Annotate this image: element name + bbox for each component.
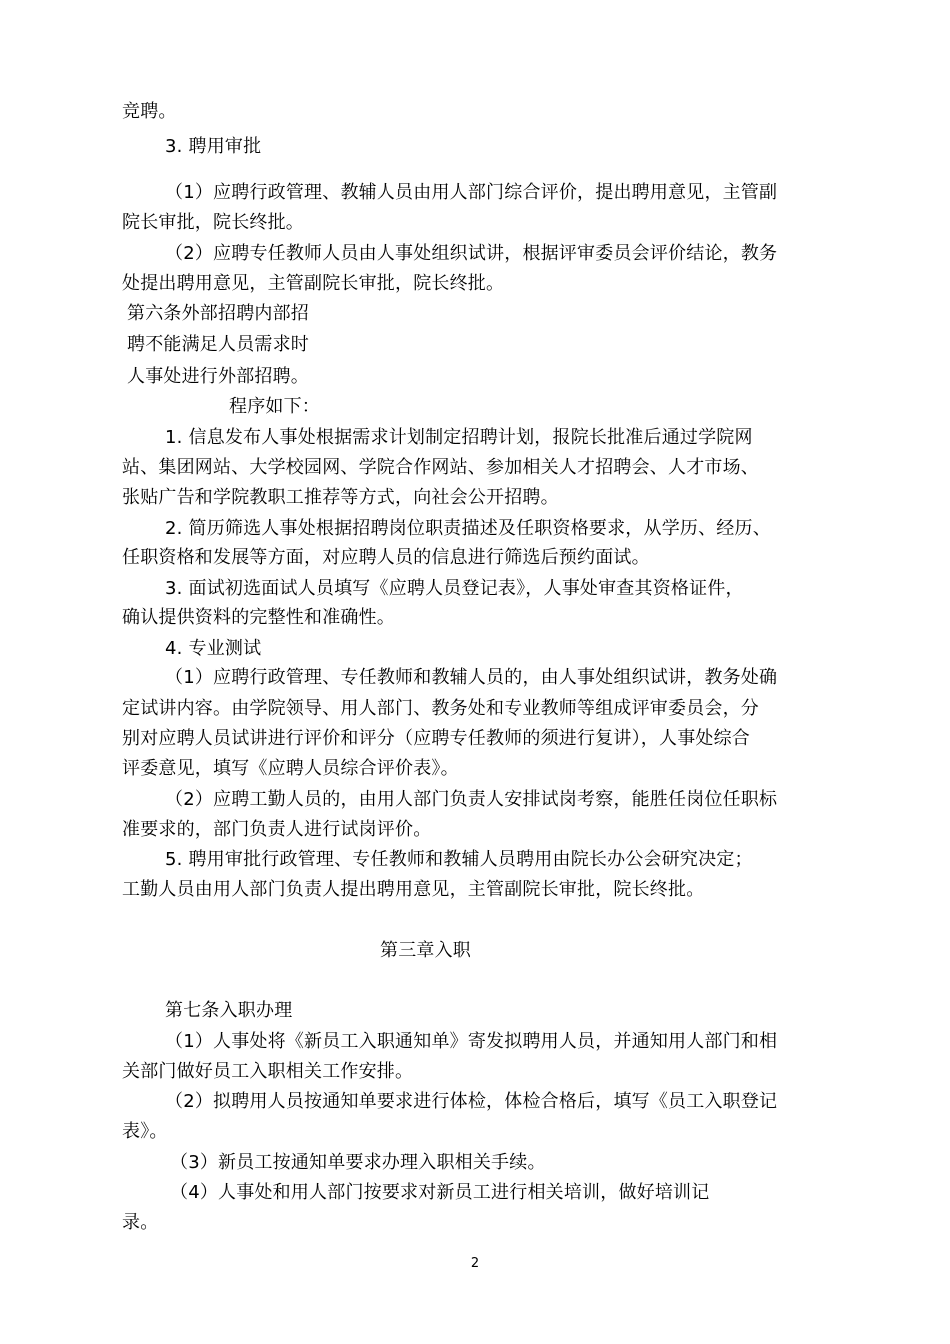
text-line: 表》。 xyxy=(122,1121,168,1142)
text-line: （2）应聘工勤人员的，由用人部门负责人安排试岗考察，能胜任岗位任职标 xyxy=(165,789,778,810)
text-line: 张贴广告和学院教职工推荐等方式，向社会公开招聘。 xyxy=(122,487,559,508)
text-line: 处提出聘用意见，主管副院长审批，院长终批。 xyxy=(122,273,505,294)
text-line: 工勤人员由用人部门负责人提出聘用意见，主管副院长审批，院长终批。 xyxy=(122,879,705,900)
chapter-heading: 第三章入职 xyxy=(380,940,471,961)
text-line: 聘不能满足人员需求时 xyxy=(127,334,309,355)
text-line: 3. 面试初选面试人员填写《应聘人员登记表》，人事处审查其资格证件， xyxy=(165,578,744,599)
text-line: 4. 专业测试 xyxy=(165,638,262,659)
text-line: 站、集团网站、大学校园网、学院合作网站、参加相关人才招聘会、人才市场、 xyxy=(122,457,759,478)
text-line: 确认提供资料的完整性和准确性。 xyxy=(122,607,395,628)
text-line: 1. 信息发布人事处根据需求计划制定招聘计划，报院长批准后通过学院网 xyxy=(165,427,753,448)
text-line: 定试讲内容。由学院领导、用人部门、教务处和专业教师等组成评审委员会，分 xyxy=(122,698,759,719)
text-line: （3）新员工按通知单要求办理入职相关手续。 xyxy=(170,1152,546,1173)
text-line: （1）应聘行政管理、教辅人员由用人部门综合评价，提出聘用意见，主管副 xyxy=(165,182,778,203)
page-number: 2 xyxy=(470,1256,480,1271)
text-line: 别对应聘人员试讲进行评价和评分（应聘专任教师的须进行复讲），人事处综合 xyxy=(122,728,750,749)
text-line: （4）人事处和用人部门按要求对新员工进行相关培训，做好培训记 xyxy=(170,1182,710,1203)
text-line: 录。 xyxy=(122,1212,159,1233)
text-line: 第六条外部招聘内部招 xyxy=(127,303,309,324)
text-line: 任职资格和发展等方面，对应聘人员的信息进行筛选后预约面试。 xyxy=(122,547,650,568)
text-line: （1）应聘行政管理、专任教师和教辅人员的，由人事处组织试讲，教务处确 xyxy=(165,667,778,688)
text-line: 院长审批，院长终批。 xyxy=(122,212,304,233)
text-line: 评委意见，填写《应聘人员综合评价表》。 xyxy=(122,758,459,779)
text-line: （2）拟聘用人员按通知单要求进行体检，体检合格后，填写《员工入职登记 xyxy=(165,1091,778,1112)
text-line: 关部门做好员工入职相关工作安排。 xyxy=(122,1061,414,1082)
text-line: （1）人事处将《新员工入职通知单》寄发拟聘用人员，并通知用人部门和相 xyxy=(165,1031,778,1052)
text-line: 人事处进行外部招聘。 xyxy=(127,366,309,387)
text-line: 3. 聘用审批 xyxy=(165,136,262,157)
section-heading: 第七条入职办理 xyxy=(165,1000,293,1021)
text-line: 程序如下： xyxy=(229,396,320,417)
text-line: 准要求的，部门负责人进行试岗评价。 xyxy=(122,819,432,840)
text-line: 竞聘。 xyxy=(122,101,177,122)
text-line: 5. 聘用审批行政管理、专任教师和教辅人员聘用由院长办公会研究决定； xyxy=(165,849,753,870)
text-line: （2）应聘专任教师人员由人事处组织试讲，根据评审委员会评价结论，教务 xyxy=(165,243,778,264)
text-line: 2. 简历筛选人事处根据招聘岗位职责描述及任职资格要求，从学历、经历、 xyxy=(165,518,771,539)
